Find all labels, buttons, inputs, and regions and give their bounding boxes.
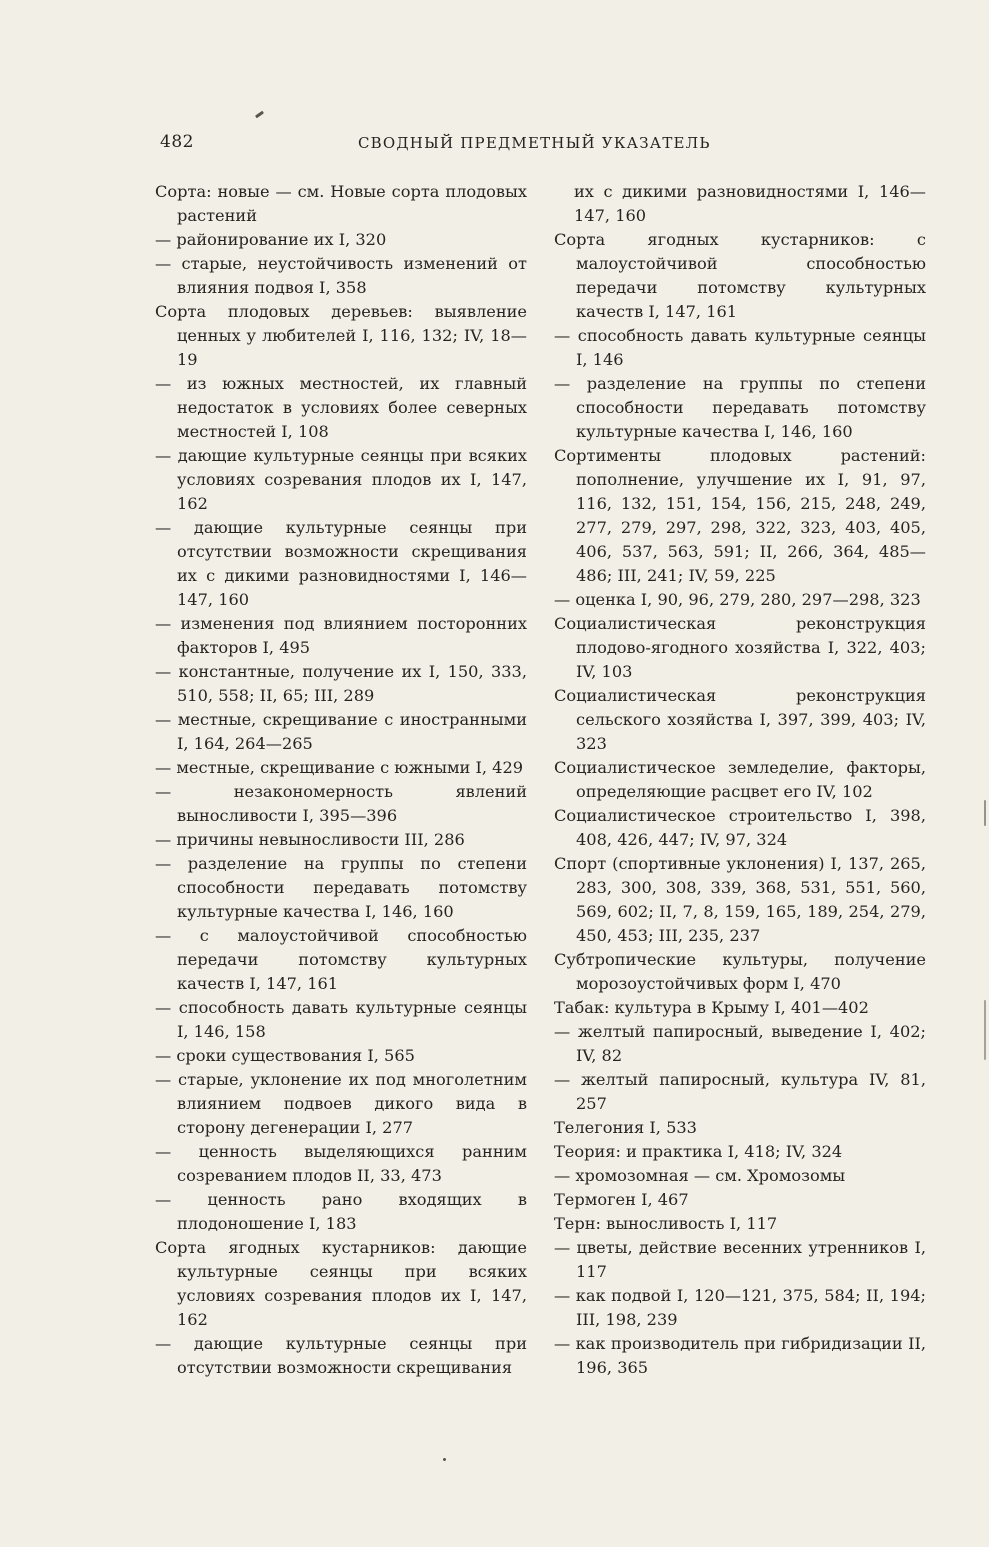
index-entry: — причины невыносливости III, 286 [155, 830, 465, 849]
index-entry: — старые, уклонение их под многолетним влиянием подвоев дикого вида в сторону дегенерации I, 277 [155, 1070, 527, 1137]
index-entry: — изменения под влиянием посторонних факторов I, 495 [155, 614, 527, 657]
running-title: СВОДНЫЙ ПРЕДМЕТНЫЙ УКАЗАТЕЛЬ [358, 134, 711, 152]
index-entry: Теория: и практика I, 418; IV, 324 [554, 1142, 843, 1161]
index-entry: — цветы, действие весенних утренников I, 117 [554, 1238, 926, 1281]
index-entry: Сорта: новые — см. Новые сорта плодовых растений [155, 182, 527, 225]
index-entry: Социалистическая реконструкция плодово-ягодного хозяйства I, 322, 403; IV, 103 [554, 614, 926, 681]
index-entry-continued: их с дикими разновидностями I, 146—147, 160 [574, 182, 926, 225]
index-entry: — константные, получение их I, 150, 333, 510, 558; II, 65; III, 289 [155, 662, 527, 705]
index-entry: — способность давать культурные сеянцы I, 146, 158 [155, 998, 527, 1041]
page-header [160, 132, 930, 158]
index-entry: — хромозомная — см. Хромозомы [554, 1166, 846, 1185]
page-number: 482 [160, 132, 194, 152]
index-entry: Социалистическая реконструкция сельского хозяйства I, 397, 399, 403; IV, 323 [554, 686, 926, 753]
index-entry: — как производитель при гибридизации II, 196, 365 [554, 1334, 926, 1377]
index-entry: — дающие культурные сеянцы при отсутствии возможности скрещивания их с дикими разновидностями I, 146—147, 160 [155, 518, 527, 609]
index-entry: Субтропические культуры, получение морозоустойчивых форм I, 470 [554, 950, 926, 993]
index-entry: — старые, неустойчивость изменений от влияния подвоя I, 358 [155, 254, 527, 297]
index-entry: Сорта ягодных кустарников: с малоустойчивой способностью передачи потомству культурных качеств I, 147, 161 [554, 230, 926, 321]
index-entry: Терн: выносливость I, 117 [554, 1214, 778, 1233]
index-entry: Сорта плодовых деревьев: выявление ценных у любителей I, 116, 132; IV, 18—19 [155, 302, 527, 369]
ink-speck [443, 1458, 446, 1461]
index-entry: — из южных местностей, их главный недостаток в условиях более северных местностей I, 108 [155, 374, 527, 441]
index-entry: Сорта ягодных кустарников: дающие культурные сеянцы при всяких условиях созревания плодов их I, 147, 162 [155, 1238, 527, 1329]
index-entry: Сортименты плодовых растений: пополнение, улучшение их I, 91, 97, 116, 132, 151, 154, 156, 215, 248, 249, 277, 279, 297, 298, 322, 323, 403, 405, 406, 537, 563, 591; II, 266, 364, 485—486; III, 241; IV, 59, 225 [554, 446, 926, 585]
index-entry: Термоген I, 467 [554, 1190, 689, 1209]
index-entry: — способность давать культурные сеянцы I, 146 [554, 326, 926, 369]
index-column-right [554, 180, 926, 1380]
index-entry: — с малоустойчивой способностью передачи потомству культурных качеств I, 147, 161 [155, 926, 527, 993]
margin-mark [984, 1000, 986, 1060]
index-entry: — районирование их I, 320 [155, 230, 387, 249]
index-entry: — ценность выделяющихся ранним созреванием плодов II, 33, 473 [155, 1142, 527, 1185]
index-entry: — разделение на группы по степени способности передавать потомству культурные качества I, 146, 160 [155, 854, 527, 921]
index-entry: Социалистическое строительство I, 398, 408, 426, 447; IV, 97, 324 [554, 806, 926, 849]
index-entry: Телегония I, 533 [554, 1118, 697, 1137]
index-entry: Табак: культура в Крыму I, 401—402 [554, 998, 869, 1017]
index-entry: Спорт (спортивные уклонения) I, 137, 265, 283, 300, 308, 339, 368, 531, 551, 560, 569, 602; II, 7, 8, 159, 165, 189, 254, 279, 450, 453; III, 235, 237 [554, 854, 926, 945]
index-entry: — дающие культурные сеянцы при всяких условиях созревания плодов их I, 147, 162 [155, 446, 527, 513]
index-entry: — желтый папиросный, выведение I, 402; IV, 82 [554, 1022, 926, 1065]
index-entry: — местные, скрещивание с южными I, 429 [155, 758, 524, 777]
ink-speck [255, 111, 264, 119]
index-entry: — желтый папиросный, культура IV, 81, 257 [554, 1070, 926, 1113]
index-entry: — сроки существования I, 565 [155, 1046, 415, 1065]
index-entry: — ценность рано входящих в плодоношение I, 183 [155, 1190, 527, 1233]
index-entry: — местные, скрещивание с иностранными I, 164, 264—265 [155, 710, 527, 753]
index-entry: — разделение на группы по степени способности передавать потомству культурные качества I, 146, 160 [554, 374, 926, 441]
index-entry: Социалистическое земледелие, факторы, определяющие расцвет его IV, 102 [554, 758, 926, 801]
index-entry: — дающие культурные сеянцы при отсутствии возможности скрещивания [155, 1334, 527, 1377]
index-entry: — незакономерность явлений выносливости I, 395—396 [155, 782, 527, 825]
index-column-left [155, 180, 527, 1380]
index-entry: — как подвой I, 120—121, 375, 584; II, 194; III, 198, 239 [554, 1286, 926, 1329]
margin-mark [984, 800, 986, 826]
index-entry: — оценка I, 90, 96, 279, 280, 297—298, 323 [554, 590, 921, 609]
